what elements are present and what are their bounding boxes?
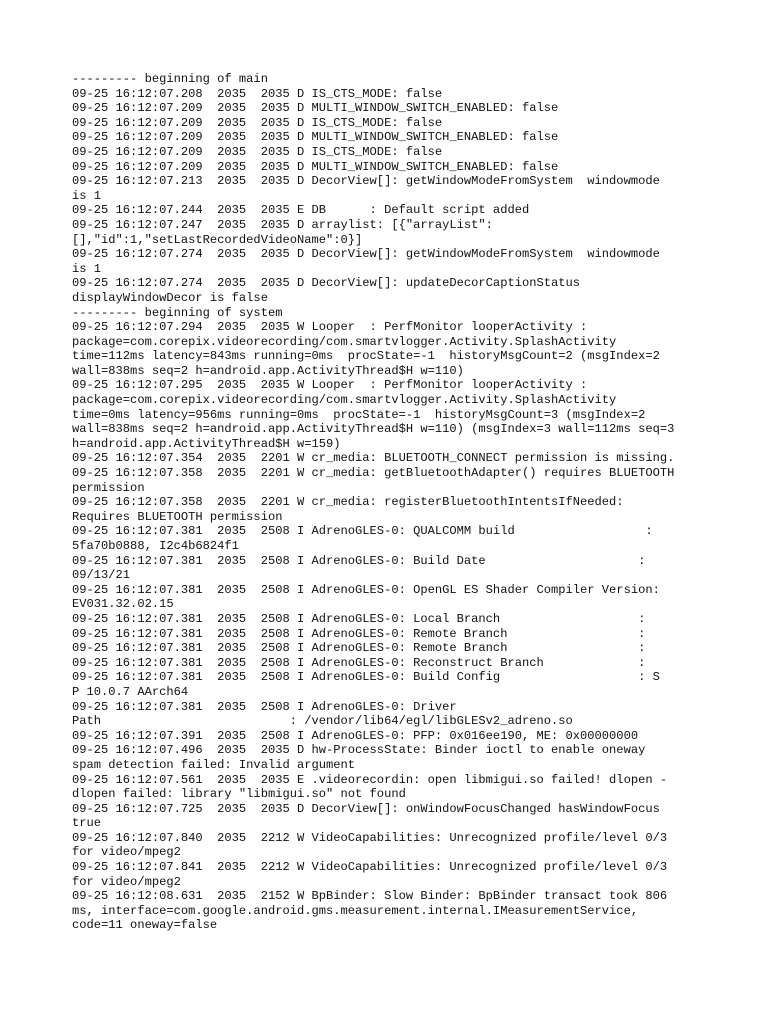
log-document: [72, 72, 712, 933]
log-line: Requires BLUETOOTH permission: [72, 509, 283, 524]
log-line: 09-25 16:12:07.295 2035 2035 W Looper : PerfMonitor looperActivity :: [72, 378, 588, 393]
log-line: 09-25 16:12:07.840 2035 2212 W VideoCapabilities: Unrecognized profile/level 0/3: [72, 830, 668, 845]
log-line: 09-25 16:12:07.213 2035 2035 D DecorView[]: getWindowModeFromSystem windowmode: [72, 174, 660, 189]
log-line: 09-25 16:12:07.381 2035 2508 I AdrenoGLES-0: QUALCOMM build :: [72, 524, 653, 539]
log-line: 09-25 16:12:07.354 2035 2201 W cr_media: BLUETOOTH_CONNECT permission is missing.: [72, 451, 675, 466]
log-line: time=112ms latency=843ms running=0ms procState=-1 historyMsgCount=2 (msgIndex=2: [72, 349, 660, 364]
log-line: [],"id":1,"setLastRecordedVideoName":0}]: [72, 232, 363, 247]
log-line: Path : /vendor/lib64/egl/libGLESv2_adreno.so: [72, 714, 573, 729]
log-line: 09-25 16:12:07.725 2035 2035 D DecorView[]: onWindowFocusChanged hasWindowFocus: [72, 801, 660, 816]
log-line: package=com.corepix.videorecording/com.smartvlogger.Activity.SplashActivity: [72, 334, 617, 349]
log-line: 09-25 16:12:07.209 2035 2035 D IS_CTS_MODE: false: [72, 115, 443, 130]
log-line: 09-25 16:12:07.209 2035 2035 D MULTI_WINDOW_SWITCH_ENABLED: false: [72, 130, 559, 145]
log-line: ms, interface=com.google.android.gms.measurement.internal.IMeasurementService,: [72, 903, 639, 918]
log-line: 09-25 16:12:07.381 2035 2508 I AdrenoGLES-0: Local Branch :: [72, 611, 646, 626]
log-line: --------- beginning of system: [72, 305, 283, 320]
log-line: 09-25 16:12:07.294 2035 2035 W Looper : PerfMonitor looperActivity :: [72, 320, 588, 335]
log-line: code=11 oneway=false: [72, 918, 218, 933]
log-line: 09-25 16:12:07.496 2035 2035 D hw-ProcessState: Binder ioctl to enable oneway: [72, 743, 646, 758]
log-line: permission: [72, 480, 145, 495]
log-line: 09-25 16:12:07.247 2035 2035 D arraylist: [{"arrayList":: [72, 217, 493, 232]
log-line: spam detection failed: Invalid argument: [72, 757, 356, 772]
log-line: 09/13/21: [72, 568, 131, 583]
log-line: 09-25 16:12:07.841 2035 2212 W VideoCapabilities: Unrecognized profile/level 0/3: [72, 860, 668, 875]
log-line: --------- beginning of main: [72, 72, 268, 86]
log-line: 09-25 16:12:07.381 2035 2508 I AdrenoGLES-0: Reconstruct Branch :: [72, 655, 646, 670]
log-line: 09-25 16:12:07.381 2035 2508 I AdrenoGLES-0: Remote Branch :: [72, 641, 646, 656]
log-line: 09-25 16:12:08.631 2035 2152 W BpBinder: Slow Binder: BpBinder transact took 806: [72, 889, 668, 904]
log-line: 5fa70b0888, I2c4b6824f1: [72, 539, 239, 553]
log-line: is 1: [72, 261, 102, 276]
log-line: true: [72, 816, 102, 831]
log-line: 09-25 16:12:07.358 2035 2201 W cr_media: registerBluetoothIntentsIfNeeded:: [72, 495, 624, 510]
log-line: 09-25 16:12:07.274 2035 2035 D DecorView[]: getWindowModeFromSystem windowmode: [72, 247, 660, 262]
log-line: dlopen failed: library "libmigui.so" not found: [72, 787, 406, 802]
log-line: 09-25 16:12:07.274 2035 2035 D DecorView[]: updateDecorCaptionStatus: [72, 276, 581, 291]
log-line: 09-25 16:12:07.381 2035 2508 I AdrenoGLES-0: Build Date :: [72, 553, 646, 568]
log-line: 09-25 16:12:07.209 2035 2035 D MULTI_WINDOW_SWITCH_ENABLED: false: [72, 159, 559, 174]
log-line: 09-25 16:12:07.208 2035 2035 D IS_CTS_MODE: false: [72, 86, 443, 101]
log-line: package=com.corepix.videorecording/com.smartvlogger.Activity.SplashActivity: [72, 393, 617, 408]
log-line: EV031.32.02.15: [72, 597, 174, 612]
log-line: 09-25 16:12:07.381 2035 2508 I AdrenoGLES-0: OpenGL ES Shader Compiler Version:: [72, 582, 660, 597]
log-line: 09-25 16:12:07.391 2035 2508 I AdrenoGLES-0: PFP: 0x016ee190, ME: 0x00000000: [72, 728, 639, 743]
log-line: 09-25 16:12:07.561 2035 2035 E .videorecordin: open libmigui.so failed! dlopen -: [72, 772, 668, 787]
log-line: 09-25 16:12:07.381 2035 2508 I AdrenoGLES-0: Remote Branch :: [72, 626, 646, 641]
log-line: time=0ms latency=956ms running=0ms procState=-1 historyMsgCount=3 (msgIndex=2: [72, 407, 646, 422]
log-line: 09-25 16:12:07.381 2035 2508 I AdrenoGLES-0: Build Config : S: [72, 670, 660, 685]
log-line: 09-25 16:12:07.244 2035 2035 E DB : Default script added: [72, 203, 530, 218]
log-line: is 1: [72, 188, 102, 203]
log-text-body: [72, 72, 712, 933]
log-line: wall=838ms seq=2 h=android.app.ActivityThread$H w=110) (msgIndex=3 wall=112ms seq=3: [72, 422, 675, 437]
log-line: 09-25 16:12:07.358 2035 2201 W cr_media: getBluetoothAdapter() requires BLUETOOTH: [72, 466, 675, 481]
log-line: for video/mpeg2: [72, 874, 181, 889]
log-line: displayWindowDecor is false: [72, 290, 268, 305]
log-line: 09-25 16:12:07.209 2035 2035 D MULTI_WINDOW_SWITCH_ENABLED: false: [72, 101, 559, 116]
log-line: P 10.0.7 AArch64: [72, 684, 189, 699]
log-line: h=android.app.ActivityThread$H w=159): [72, 436, 341, 451]
log-line: wall=838ms seq=2 h=android.app.ActivityThread$H w=110): [72, 363, 464, 378]
log-line: for video/mpeg2: [72, 845, 181, 860]
log-line: 09-25 16:12:07.209 2035 2035 D IS_CTS_MODE: false: [72, 144, 443, 159]
log-line: 09-25 16:12:07.381 2035 2508 I AdrenoGLES-0: Driver: [72, 699, 457, 714]
